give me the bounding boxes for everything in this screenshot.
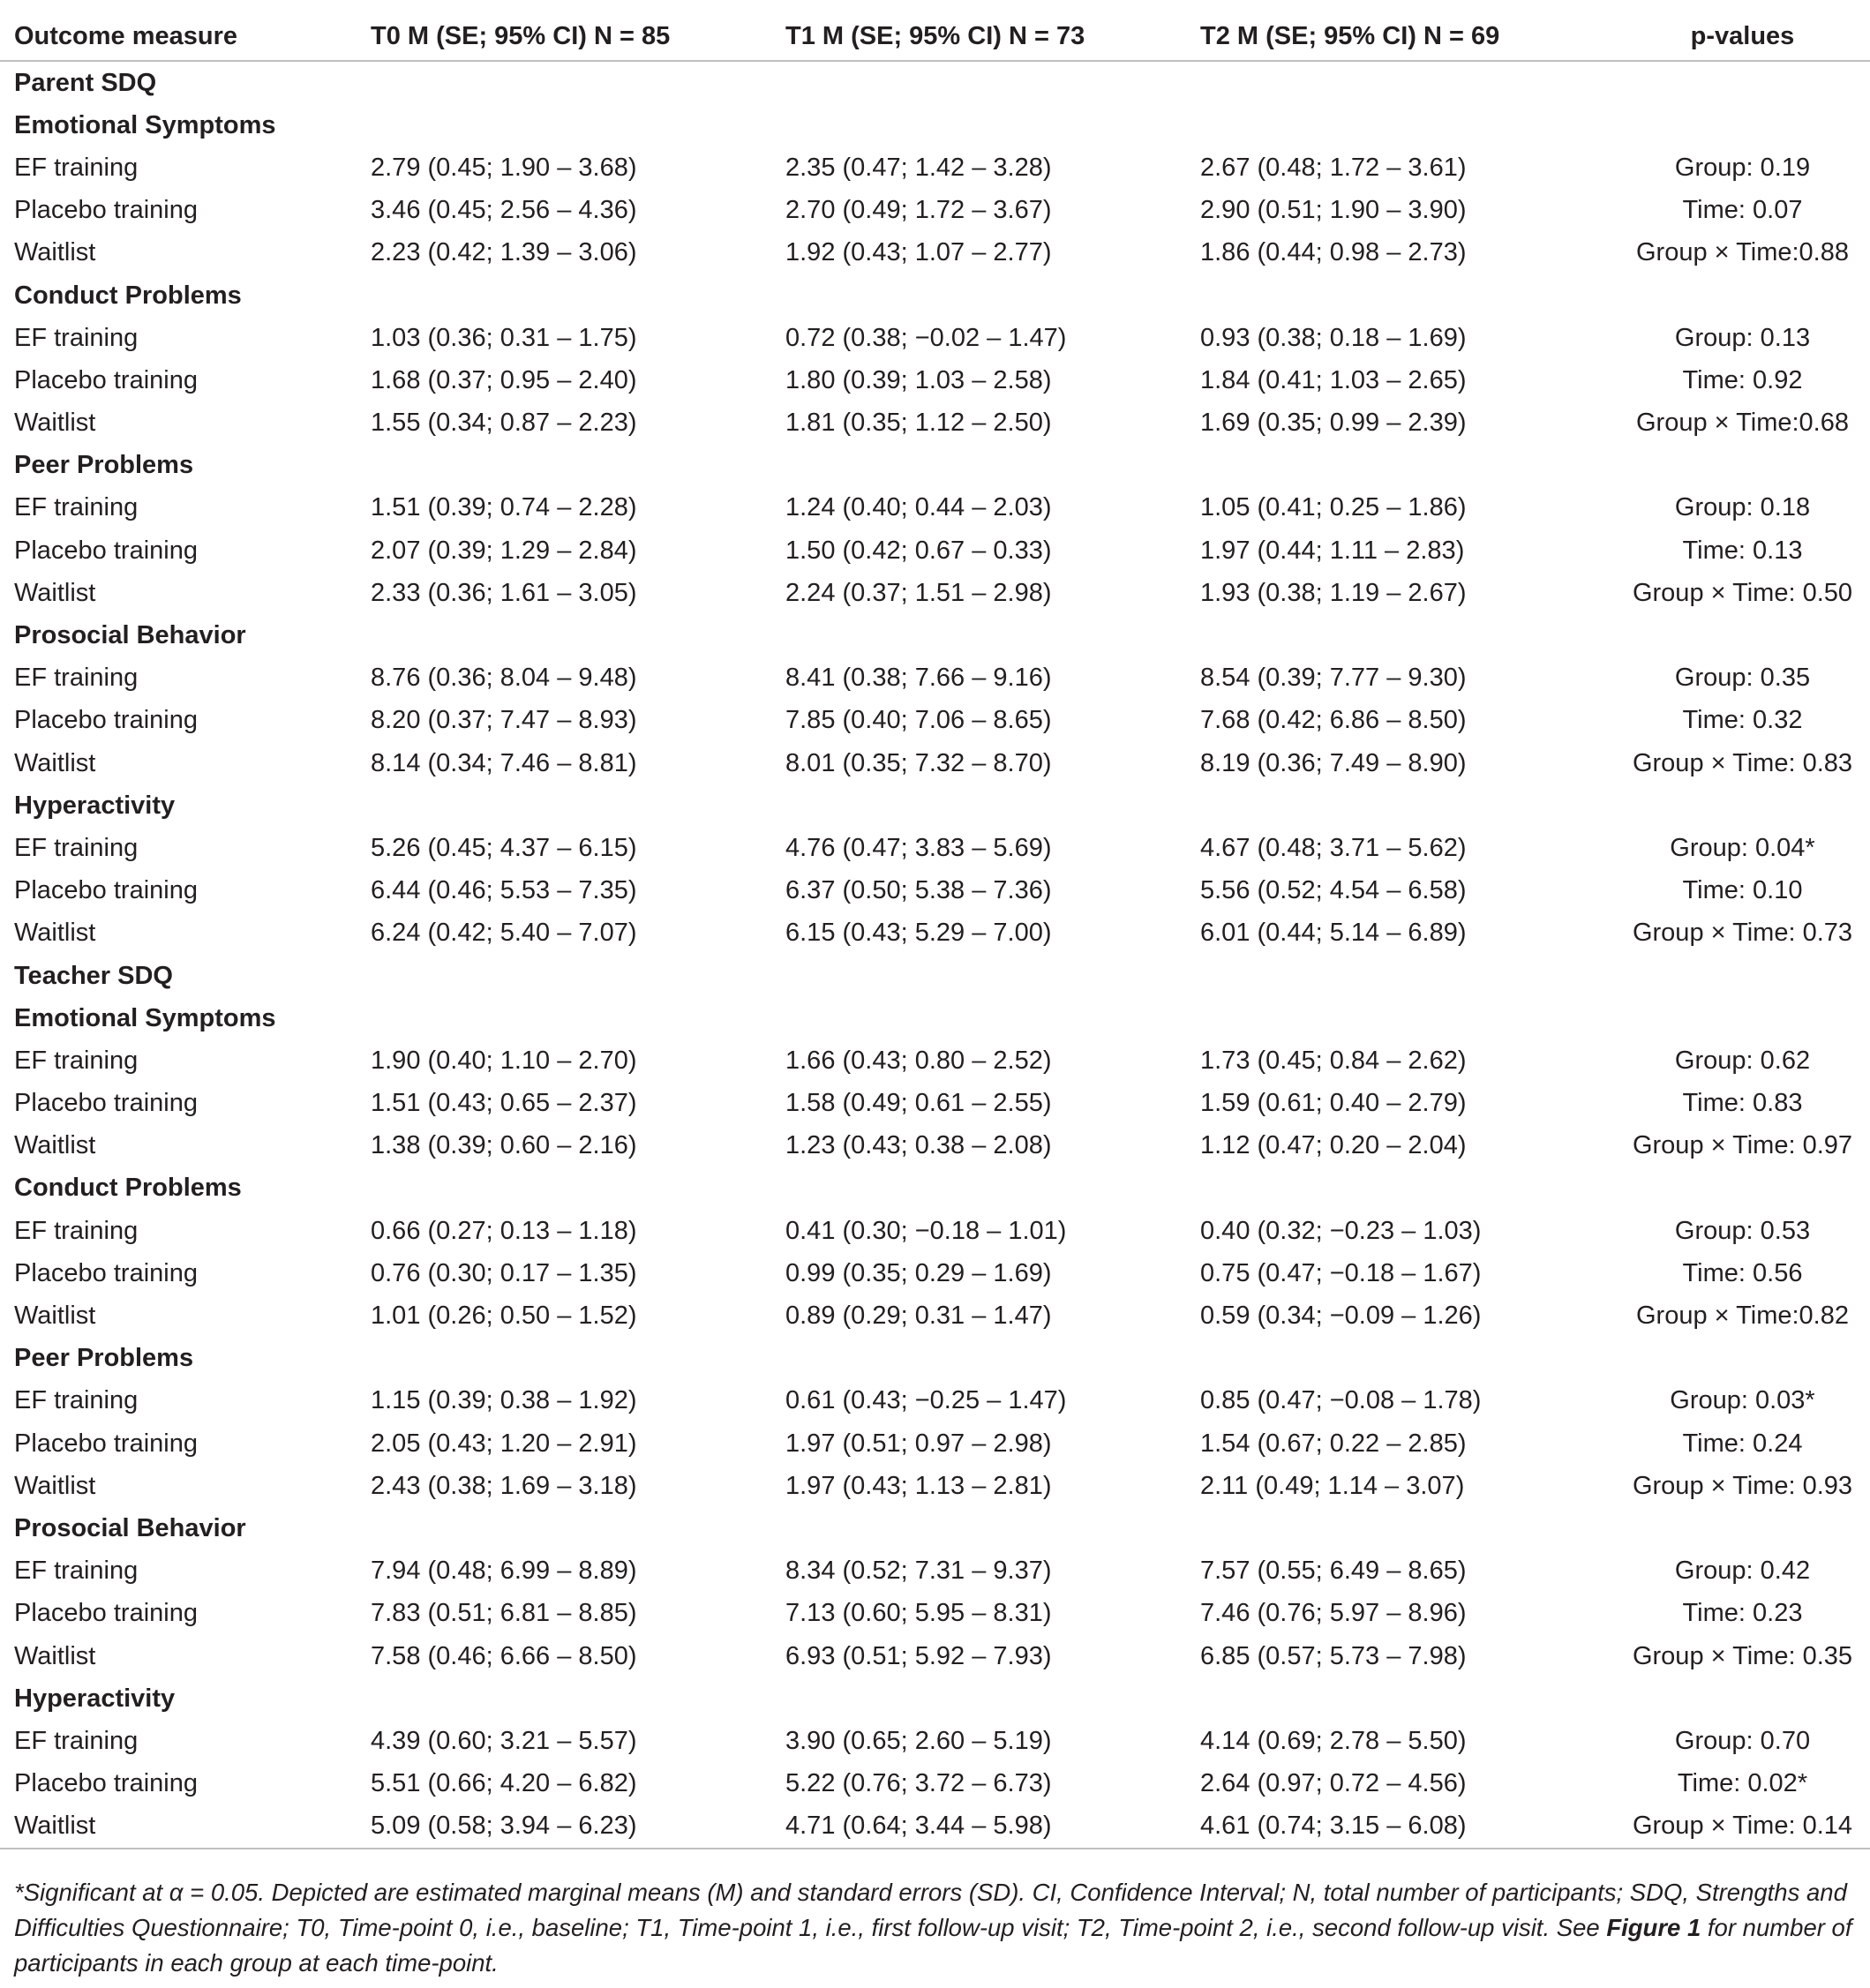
subsection-title: Conduct Problems [14, 281, 242, 310]
t1-value: 6.93 (0.51; 5.92 – 7.93) [785, 1641, 1052, 1670]
t2-value: 4.14 (0.69; 2.78 – 5.50) [1200, 1726, 1467, 1755]
t2-value: 7.46 (0.76; 5.97 – 8.96) [1200, 1599, 1467, 1628]
figure-reference: Figure 1 [1606, 1914, 1701, 1941]
group-label: Placebo training [14, 365, 198, 394]
p-value: Time: 0.07 [1682, 196, 1803, 225]
t1-value: 1.66 (0.43; 0.80 – 2.52) [785, 1046, 1052, 1075]
p-value: Group: 0.35 [1674, 664, 1811, 693]
t2-value: 5.56 (0.52; 4.54 – 6.58) [1200, 876, 1467, 905]
table-row [0, 1720, 1870, 1762]
table-row [0, 1593, 1870, 1635]
p-value: Group × Time:0.82 [1636, 1302, 1849, 1331]
p-value: Group × Time: 0.35 [1632, 1641, 1853, 1670]
t1-value: 1.80 (0.39; 1.03 – 2.58) [785, 365, 1052, 394]
t0-value: 5.26 (0.45; 4.37 – 6.15) [371, 833, 637, 862]
p-value: Group: 0.19 [1674, 153, 1811, 182]
header-outcome-measure: Outcome measure [0, 12, 371, 61]
t2-value: 6.85 (0.57; 5.73 – 7.98) [1200, 1641, 1467, 1670]
footnote-text: *Significant at α = 0.05. Depicted are estimated marginal means (M) and standard errors (SD). CI, Confidence Interval; N, total number of participants; SDQ, Strengths and Difficulties Questionnaire; T0, Time-point 0, i.e., baseline; T1, Time-point 1, i.e., first follow-up visit; T2, Time-point 2, i.e., second follow-up visit. See [14, 1879, 1847, 1941]
table-row [0, 1083, 1870, 1125]
t1-value: 1.97 (0.51; 0.97 – 2.98) [785, 1429, 1052, 1458]
group-label: Placebo training [14, 1769, 198, 1798]
group-label: Placebo training [14, 876, 198, 905]
p-value: Time: 0.23 [1682, 1599, 1803, 1628]
t2-value: 0.59 (0.34; −0.09 – 1.26) [1200, 1302, 1482, 1331]
subsection-title: Peer Problems [14, 451, 194, 480]
table-row [0, 1763, 1870, 1805]
group-label: EF training [14, 664, 139, 693]
footnote-text-end: for number of participants in each group at each time-point. [14, 1914, 1852, 1977]
table-row [0, 1422, 1870, 1465]
t1-value: 1.97 (0.43; 1.13 – 2.81) [785, 1471, 1052, 1500]
section-title: Parent SDQ [14, 68, 157, 97]
table-row [0, 146, 1870, 189]
group-label: EF training [14, 1216, 139, 1245]
subsection-row [0, 1677, 1870, 1720]
t0-value: 1.55 (0.34; 0.87 – 2.23) [371, 409, 637, 438]
group-label: Placebo training [14, 536, 198, 565]
table-row [0, 317, 1870, 359]
subsection-row [0, 445, 1870, 487]
table-row [0, 1252, 1870, 1294]
subsection-row [0, 1338, 1870, 1380]
t1-value: 2.24 (0.37; 1.51 – 2.98) [785, 578, 1052, 607]
t0-value: 4.39 (0.60; 3.21 – 5.57) [371, 1726, 637, 1755]
subsection-row [0, 997, 1870, 1039]
t0-value: 2.43 (0.38; 1.69 – 3.18) [371, 1471, 637, 1500]
subsection-row [0, 614, 1870, 656]
table-row [0, 700, 1870, 742]
p-value: Group: 0.03* [1670, 1386, 1815, 1415]
t1-value: 4.76 (0.47; 3.83 – 5.69) [785, 833, 1052, 862]
t2-value: 2.67 (0.48; 1.72 – 3.61) [1200, 153, 1467, 182]
t1-value: 8.01 (0.35; 7.32 – 8.70) [785, 748, 1052, 777]
p-value: Group × Time: 0.14 [1615, 1805, 1870, 1849]
t1-value: 6.15 (0.43; 5.29 – 7.00) [785, 919, 1052, 948]
table-row [0, 359, 1870, 401]
subsection-row [0, 274, 1870, 317]
t0-value: 2.23 (0.42; 1.39 – 3.06) [371, 238, 637, 267]
subsection-title: Conduct Problems [14, 1174, 242, 1203]
t0-value: 1.51 (0.43; 0.65 – 2.37) [371, 1089, 637, 1118]
group-label: Waitlist [14, 1471, 96, 1500]
t0-value: 3.46 (0.45; 2.56 – 4.36) [371, 196, 637, 225]
p-value: Group × Time: 0.73 [1632, 919, 1853, 948]
t1-value: 0.99 (0.35; 0.29 – 1.69) [785, 1258, 1052, 1287]
t0-value: 1.01 (0.26; 0.50 – 1.52) [371, 1302, 637, 1331]
t2-value: 2.11 (0.49; 1.14 – 3.07) [1200, 1471, 1465, 1500]
t2-value: 7.57 (0.55; 6.49 – 8.65) [1200, 1557, 1467, 1586]
t0-value: 1.15 (0.39; 0.38 – 1.92) [371, 1386, 637, 1415]
t1-value: 1.81 (0.35; 1.12 – 2.50) [785, 409, 1052, 438]
table-row [0, 529, 1870, 572]
table-body [0, 61, 1870, 1849]
t1-value: 4.71 (0.64; 3.44 – 5.98) [785, 1805, 1200, 1849]
p-value: Time: 0.10 [1682, 876, 1803, 905]
t1-value: 3.90 (0.65; 2.60 – 5.19) [785, 1726, 1052, 1755]
group-label: EF training [14, 323, 139, 352]
t2-value: 8.19 (0.36; 7.49 – 8.90) [1200, 748, 1467, 777]
t1-value: 2.70 (0.49; 1.72 – 3.67) [785, 196, 1052, 225]
table-row [0, 657, 1870, 700]
table-row [0, 912, 1870, 955]
t0-value: 1.38 (0.39; 0.60 – 2.16) [371, 1131, 637, 1160]
group-label: Waitlist [0, 1805, 371, 1849]
section-row [0, 955, 1870, 997]
t1-value: 0.72 (0.38; −0.02 – 1.47) [785, 323, 1067, 352]
p-value: Group: 0.18 [1674, 493, 1811, 522]
t1-value: 0.89 (0.29; 0.31 – 1.47) [785, 1302, 1052, 1331]
p-value: Group × Time:0.88 [1636, 238, 1849, 267]
t0-value: 7.94 (0.48; 6.99 – 8.89) [371, 1557, 637, 1586]
t1-value: 2.35 (0.47; 1.42 – 3.28) [785, 153, 1052, 182]
t1-value: 7.85 (0.40; 7.06 – 8.65) [785, 706, 1052, 735]
t0-value: 7.83 (0.51; 6.81 – 8.85) [371, 1599, 637, 1628]
subsection-row [0, 1507, 1870, 1549]
t2-value: 1.86 (0.44; 0.98 – 2.73) [1200, 238, 1467, 267]
t1-value: 1.23 (0.43; 0.38 – 2.08) [785, 1131, 1052, 1160]
t2-value: 2.64 (0.97; 0.72 – 4.56) [1200, 1769, 1467, 1798]
table-row [0, 232, 1870, 274]
table-row [0, 487, 1870, 529]
t0-value: 7.58 (0.46; 6.66 – 8.50) [371, 1641, 637, 1670]
t2-value: 6.01 (0.44; 5.14 – 6.89) [1200, 919, 1467, 948]
t0-value: 8.14 (0.34; 7.46 – 8.81) [371, 748, 637, 777]
t0-value: 1.03 (0.36; 0.31 – 1.75) [371, 323, 637, 352]
group-label: Placebo training [14, 706, 198, 735]
p-value: Group × Time: 0.50 [1632, 578, 1853, 607]
p-value: Time: 0.32 [1682, 706, 1803, 735]
p-value: Group × Time:0.68 [1636, 409, 1849, 438]
subsection-row [0, 784, 1870, 827]
t2-value: 1.59 (0.61; 0.40 – 2.79) [1200, 1089, 1467, 1118]
table-row [0, 870, 1870, 912]
t2-value: 1.84 (0.41; 1.03 – 2.65) [1200, 365, 1467, 394]
t1-value: 0.41 (0.30; −0.18 – 1.01) [785, 1216, 1067, 1245]
t0-value: 0.66 (0.27; 0.13 – 1.18) [371, 1216, 637, 1245]
t1-value: 6.37 (0.50; 5.38 – 7.36) [785, 876, 1052, 905]
subsection-title: Emotional Symptoms [14, 1003, 276, 1032]
p-value: Group × Time: 0.97 [1632, 1131, 1853, 1160]
group-label: EF training [14, 1386, 139, 1415]
p-value: Group: 0.13 [1674, 323, 1811, 352]
table-row [0, 1805, 1870, 1849]
group-label: Waitlist [14, 578, 96, 607]
group-label: EF training [14, 493, 139, 522]
subsection-row [0, 104, 1870, 146]
group-label: EF training [14, 153, 139, 182]
subsection-title: Prosocial Behavior [14, 1513, 246, 1542]
table-row [0, 1210, 1870, 1252]
t2-value: 4.67 (0.48; 3.71 – 5.62) [1200, 833, 1467, 862]
t0-value: 5.09 (0.58; 3.94 – 6.23) [371, 1805, 785, 1849]
group-label: Waitlist [14, 1302, 96, 1331]
t0-value: 2.79 (0.45; 1.90 – 3.68) [371, 153, 637, 182]
p-value: Time: 0.24 [1682, 1429, 1803, 1458]
group-label: Waitlist [14, 409, 96, 438]
p-value: Group: 0.53 [1674, 1216, 1811, 1245]
p-value: Group × Time: 0.83 [1632, 748, 1853, 777]
section-title: Teacher SDQ [14, 961, 173, 990]
group-label: EF training [14, 1726, 139, 1755]
table-row [0, 190, 1870, 232]
p-value: Group: 0.70 [1674, 1726, 1811, 1755]
group-label: Placebo training [14, 1258, 198, 1287]
t1-value: 1.24 (0.40; 0.44 – 2.03) [785, 493, 1052, 522]
group-label: EF training [14, 1557, 139, 1586]
t2-value: 0.85 (0.47; −0.08 – 1.78) [1200, 1386, 1482, 1415]
t2-value: 1.73 (0.45; 0.84 – 2.62) [1200, 1046, 1467, 1075]
t2-value: 1.69 (0.35; 0.99 – 2.39) [1200, 409, 1467, 438]
t1-value: 1.58 (0.49; 0.61 – 2.55) [785, 1089, 1052, 1118]
table-row [0, 572, 1870, 614]
p-value: Group: 0.04* [1670, 833, 1815, 862]
section-row [0, 61, 1870, 104]
subsection-title: Emotional Symptoms [14, 110, 276, 139]
table-row [0, 1125, 1870, 1167]
group-label: Waitlist [14, 748, 96, 777]
t1-value: 8.34 (0.52; 7.31 – 9.37) [785, 1557, 1052, 1586]
table-row [0, 742, 1870, 784]
table-row [0, 1550, 1870, 1593]
table-row [0, 1465, 1870, 1507]
t0-value: 2.05 (0.43; 1.20 – 2.91) [371, 1429, 637, 1458]
results-table [0, 12, 1870, 1849]
p-value: Group: 0.62 [1674, 1046, 1811, 1075]
subsection-title: Prosocial Behavior [14, 621, 246, 650]
header-p-values: p-values [1615, 12, 1870, 61]
t2-value: 0.75 (0.47; −0.18 – 1.67) [1200, 1258, 1482, 1287]
t2-value: 1.12 (0.47; 0.20 – 2.04) [1200, 1131, 1467, 1160]
table-header-row [0, 12, 1870, 61]
t1-value: 0.61 (0.43; −0.25 – 1.47) [785, 1386, 1067, 1415]
header-t0: T0 M (SE; 95% CI) N = 85 [371, 12, 785, 61]
p-value: Time: 0.56 [1682, 1258, 1803, 1287]
t1-value: 8.41 (0.38; 7.66 – 9.16) [785, 664, 1052, 693]
table-row [0, 1294, 1870, 1337]
table-row [0, 827, 1870, 869]
group-label: Placebo training [14, 196, 198, 225]
group-label: Waitlist [14, 919, 96, 948]
group-label: EF training [14, 1046, 139, 1075]
t0-value: 6.24 (0.42; 5.40 – 7.07) [371, 919, 637, 948]
t2-value: 2.90 (0.51; 1.90 – 3.90) [1200, 196, 1467, 225]
t1-value: 5.22 (0.76; 3.72 – 6.73) [785, 1769, 1052, 1798]
t0-value: 6.44 (0.46; 5.53 – 7.35) [371, 876, 637, 905]
t2-value: 8.54 (0.39; 7.77 – 9.30) [1200, 664, 1467, 693]
subsection-title: Hyperactivity [14, 791, 176, 820]
t0-value: 5.51 (0.66; 4.20 – 6.82) [371, 1769, 637, 1798]
p-value: Group × Time: 0.93 [1632, 1471, 1853, 1500]
t0-value: 1.51 (0.39; 0.74 – 2.28) [371, 493, 637, 522]
t2-value: 0.40 (0.32; −0.23 – 1.03) [1200, 1216, 1482, 1245]
group-label: Placebo training [14, 1599, 198, 1628]
table-row [0, 1380, 1870, 1422]
subsection-title: Hyperactivity [14, 1684, 176, 1713]
group-label: Waitlist [14, 238, 96, 267]
group-label: Waitlist [14, 1131, 96, 1160]
t1-value: 7.13 (0.60; 5.95 – 8.31) [785, 1599, 1052, 1628]
t2-value: 1.93 (0.38; 1.19 – 2.67) [1200, 578, 1467, 607]
t1-value: 1.50 (0.42; 0.67 – 0.33) [785, 536, 1052, 565]
p-value: Time: 0.13 [1682, 536, 1803, 565]
t2-value: 4.61 (0.74; 3.15 – 6.08) [1200, 1805, 1615, 1849]
t2-value: 1.97 (0.44; 1.11 – 2.83) [1200, 536, 1465, 565]
t1-value: 1.92 (0.43; 1.07 – 2.77) [785, 238, 1052, 267]
p-value: Time: 0.02* [1677, 1769, 1808, 1798]
header-t2: T2 M (SE; 95% CI) N = 69 [1200, 12, 1615, 61]
subsection-row [0, 1167, 1870, 1210]
table-row [0, 402, 1870, 445]
t0-value: 1.68 (0.37; 0.95 – 2.40) [371, 365, 637, 394]
p-value: Time: 0.92 [1682, 365, 1803, 394]
table-row [0, 1635, 1870, 1677]
t0-value: 2.33 (0.36; 1.61 – 3.05) [371, 578, 637, 607]
t2-value: 1.54 (0.67; 0.22 – 2.85) [1200, 1429, 1467, 1458]
t2-value: 7.68 (0.42; 6.86 – 8.50) [1200, 706, 1467, 735]
p-value: Group: 0.42 [1674, 1557, 1811, 1586]
t0-value: 8.20 (0.37; 7.47 – 8.93) [371, 706, 637, 735]
t0-value: 0.76 (0.30; 0.17 – 1.35) [371, 1258, 637, 1287]
group-label: Waitlist [14, 1641, 96, 1670]
t2-value: 0.93 (0.38; 0.18 – 1.69) [1200, 323, 1467, 352]
t0-value: 2.07 (0.39; 1.29 – 2.84) [371, 536, 637, 565]
group-label: EF training [14, 833, 139, 862]
t0-value: 8.76 (0.36; 8.04 – 9.48) [371, 664, 637, 693]
header-t1: T1 M (SE; 95% CI) N = 73 [785, 12, 1200, 61]
subsection-title: Peer Problems [14, 1344, 194, 1373]
p-value: Time: 0.83 [1682, 1089, 1803, 1118]
table-row [0, 1039, 1870, 1082]
group-label: Placebo training [14, 1089, 198, 1118]
table-footnote [14, 1875, 1859, 1981]
t2-value: 1.05 (0.41; 0.25 – 1.86) [1200, 493, 1467, 522]
group-label: Placebo training [14, 1429, 198, 1458]
t0-value: 1.90 (0.40; 1.10 – 2.70) [371, 1046, 637, 1075]
